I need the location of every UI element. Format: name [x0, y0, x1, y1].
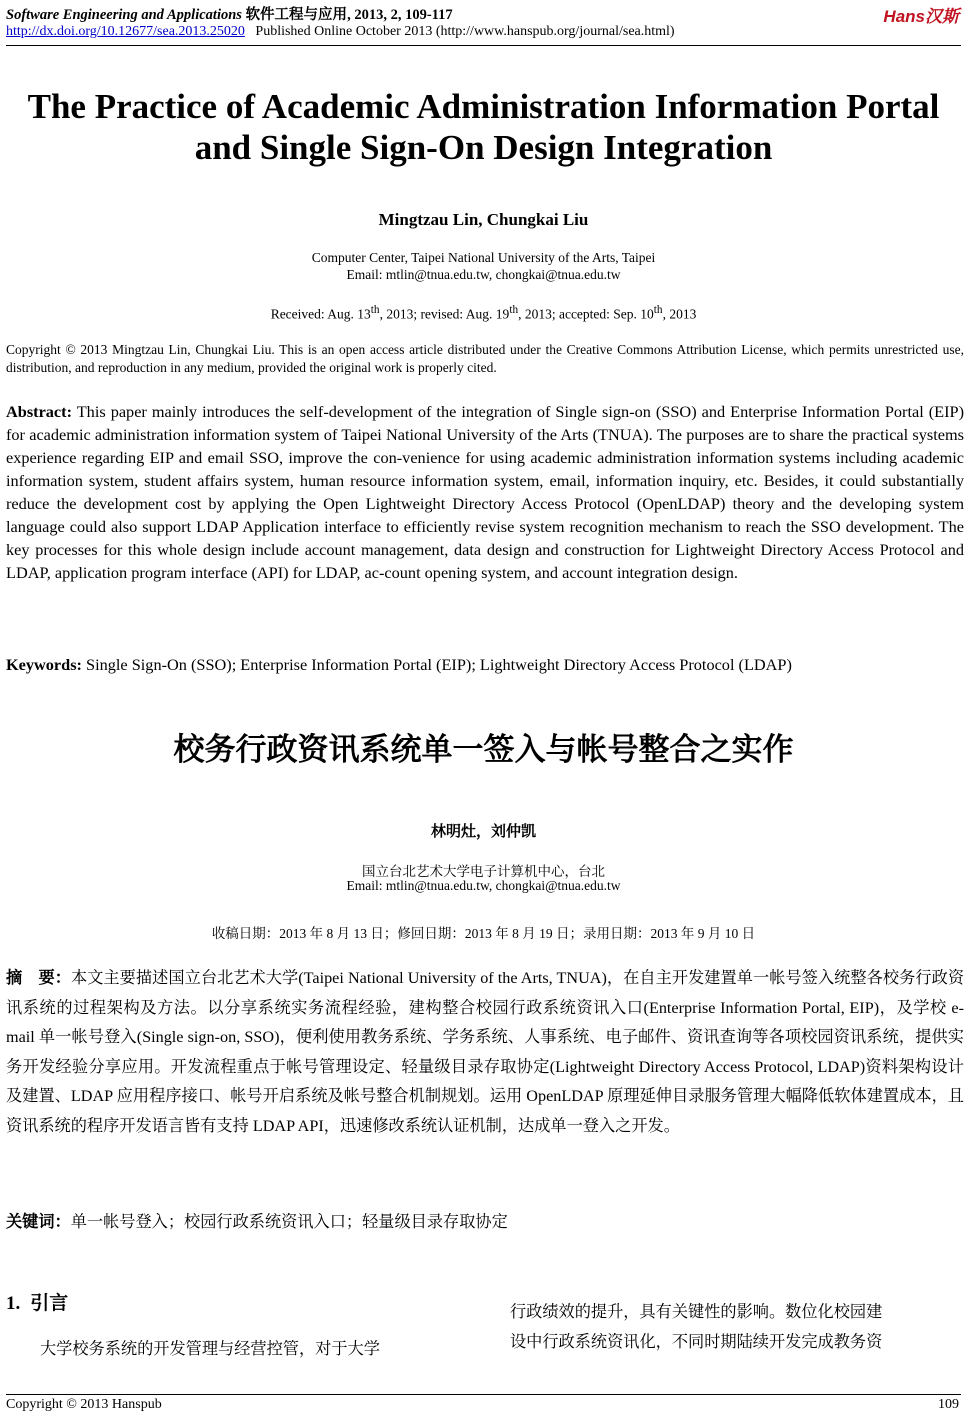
section-title: 引言	[30, 1292, 69, 1314]
email-cn: Email: mtlin@tnua.edu.tw, chongkai@tnua.edu.tw	[346, 878, 621, 893]
accepted-sup: th	[653, 304, 663, 316]
received-sup: th	[370, 304, 380, 316]
paper-title-cn: 校务行政资讯系统单一签入与帐号整合之实作	[173, 732, 794, 768]
doi-link[interactable]: http://dx.doi.org/10.12677/sea.2013.25020	[6, 24, 245, 39]
section-heading	[6, 1288, 68, 1315]
abstract-cn	[6, 963, 964, 1141]
accepted-year: , 2013	[662, 306, 697, 322]
section-number: 1.	[6, 1293, 21, 1314]
revised-sup: th	[509, 304, 519, 316]
keywords-cn-text: 单一帐号登入；校园行政系统资讯入口；轻量级目录存取协定	[70, 1213, 508, 1231]
body-left-column: 大学校务系统的开发管理与经营控管，对于大学	[40, 1340, 380, 1358]
footer-rule	[6, 1394, 961, 1395]
page-number: 109	[938, 1397, 959, 1412]
title-en-line2: and Single Sign-On Design Integration	[194, 128, 773, 167]
keywords-en	[6, 655, 964, 675]
keywords-cn-label: 关键词：	[6, 1212, 71, 1231]
keywords-cn	[6, 1208, 964, 1232]
published-info: Published Online October 2013 (http://www.hanspub.org/journal/sea.html)	[255, 24, 675, 39]
copyright-notice: Copyright © 2013 Mingtzau Lin, Chungkai Liu. This is an open access article distributed under the Creative Commons Attribution License, which permits unrestricted use, distribution, and reproduction in any medium, provided the original work is properly cited.	[6, 342, 964, 375]
body-right-line2: 设中行政系统资讯化，不同时期陆续开发完成教务资	[510, 1333, 883, 1351]
abstract-cn-label: 摘 要：	[6, 968, 71, 987]
journal-name-en: Software Engineering and Applications	[6, 7, 242, 23]
affiliation-cn: 国立台北艺术大学电子计算机中心，台北	[362, 864, 605, 879]
received-dates	[0, 304, 967, 323]
abstract-text: This paper mainly introduces the self-development of the integration of Single sign-on (SSO) and Enterprise Information Portal (EIP) for academic administration information system of Taipei National University of the Arts (TNUA). The purposes are to share the practical systems experience regarding EIP and email SSO, improve the con-venience for using academic administration information systems including academic information system, student affairs system, human resource information system, email, information inquiry, etc. Besides, it could substantially reduce the development cost by applying the Open Lightweight Directory Access Protocol (OpenLDAP) theory and the developing system language could also support LDAP Application interface to efficiently revise system recognition mechanism to reach the SSO development. The key processes for this whole design include account management, data design and construction for Lightweight Directory Access Protocol and LDAP, application program interface (API) for LDAP, ac-count opening system, and account integration design.	[6, 402, 964, 582]
affiliation-en: Computer Center, Taipei National University of the Arts, Taipei	[311, 250, 656, 265]
received-label: Received: Aug. 13	[270, 306, 371, 322]
authors-en: Mingtzau Lin, Chungkai Liu	[378, 210, 589, 229]
journal-header	[6, 3, 453, 24]
keywords-text: Single Sign-On (SSO); Enterprise Information Portal (EIP); Lightweight Directory Access Protocol (LDAP)	[86, 655, 792, 674]
abstract-en	[6, 400, 964, 584]
header-rule	[6, 45, 961, 46]
journal-name-cn: 软件工程与应用	[245, 7, 348, 23]
footer-copyright: Copyright © 2013 Hanspub	[6, 1397, 162, 1412]
body-right-column	[510, 1297, 966, 1357]
authors-cn: 林明灶，刘仲凯	[430, 822, 536, 840]
title-en-line1: The Practice of Academic Administration Information Portal	[27, 87, 940, 126]
volume-info: , 2013, 2, 109-117	[347, 7, 453, 23]
email-en: Email: mtlin@tnua.edu.tw, chongkai@tnua.edu.tw	[346, 267, 621, 282]
keywords-label: Keywords:	[6, 655, 82, 674]
accepted-label: , 2013; accepted: Sep. 10	[518, 306, 654, 322]
body-right-line1: 行政绩效的提升，具有关键性的影响。数位化校园建	[510, 1303, 883, 1321]
abstract-cn-text: 本文主要描述国立台北艺术大学(Taipei National University of the Arts, TNUA)，在自主开发建置单一帐号签入统整各校务行政资讯系统的过程架构及方法。以分享系统实务流程经验，建构整合校园行政系统资讯入口(Enterprise Information Portal, EIP)，及学校 e-mail 单一帐号登入(Single sign-on, SSO)，便利使用教务系统、学务系统、人事系统、电子邮件、资讯查询等各项校园资讯系统，提供实务开发经验分享应用。开发流程重点于帐号管理设定、轻量级目录存取协定(Lightweight Directory Access Protocol, LDAP)资料架构设计及建置、LDAP 应用程序接口、帐号开启系统及帐号整合机制规划。运用 OpenLDAP 原理延伸目录服务管理大幅降低软体建置成本，且资讯系统的程序开发语言皆有支持 LDAP API，迅速修改系统认证机制，达成单一登入之开发。	[6, 969, 965, 1135]
dates-cn: 收稿日期：2013 年 8 月 13 日；修回日期：2013 年 8 月 19 日；录用日期：2013 年 9 月 10 日	[211, 926, 756, 941]
paper-title-en	[0, 86, 967, 168]
doi-line	[6, 24, 675, 40]
hans-logo: Hans汉斯	[883, 7, 959, 26]
abstract-label: Abstract:	[6, 402, 73, 421]
revised-label: , 2013; revised: Aug. 19	[379, 306, 510, 322]
